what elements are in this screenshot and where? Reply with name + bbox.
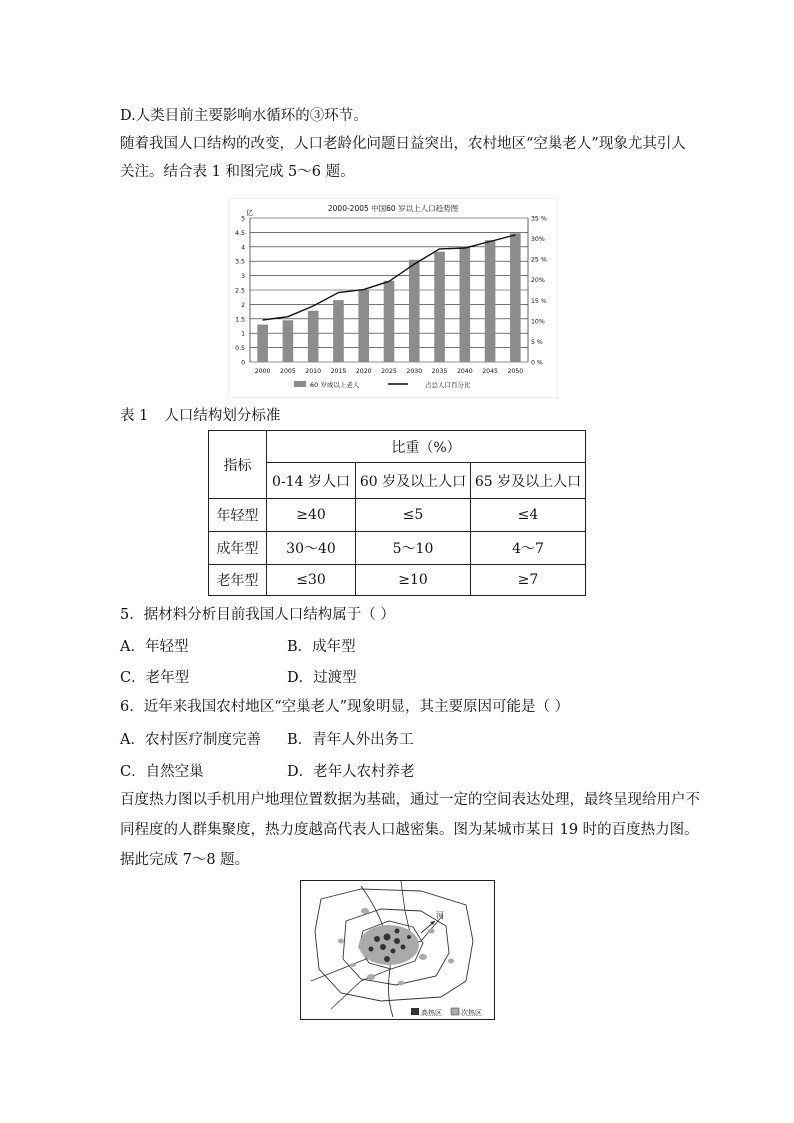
question-5: 5．据材料分析目前我国人口结构属于（ ） [120,607,395,623]
table-caption [120,404,296,425]
y-left-tick-label: 4.5 [235,229,245,237]
q5-option-b: B．成年型 [287,639,356,655]
legend-sub-swatch [451,1008,459,1015]
table-header-index: 指标 [209,431,267,499]
q6-option-d: D．老年人农村养老 [287,764,415,780]
y-left-tick-label: 4 [241,244,245,252]
table-cell: ≤5 [356,499,471,532]
question-6: 6．近年来我国农村地区“空巢老人”现象明显，其主要原因可能是（ ） [120,699,570,715]
legend-bar-swatch [294,381,306,387]
high-heat-zone [391,949,396,954]
heat-map-svg [301,881,494,1019]
chart-title: 2000-2005 中国60 岁以上人口趋势图 [327,204,459,213]
table-row-label: 成年型 [209,532,267,565]
chart-ylabel-left: 亿 [246,209,253,217]
x-tick-label: 2020 [355,368,372,375]
chart-bar [510,233,521,362]
x-tick-label: 2045 [482,368,498,375]
table-header-ratio: 比重（%） [267,431,586,463]
heat-intro-line-3: 据此完成 7～8 题。 [120,852,250,868]
table-row-label: 年轻型 [209,499,267,532]
x-tick-label: 2030 [406,368,423,375]
high-heat-zone [374,936,380,942]
x-tick-label: 2025 [381,368,397,375]
high-heat-zone [394,938,400,944]
sub-heat-zone [398,981,404,986]
table-col-header: 0-14 岁人口 [267,463,356,499]
x-tick-label: 2040 [456,368,473,375]
table-cell: 4～7 [471,532,586,565]
high-heat-zone [384,934,391,941]
y-left-tick-label: 1.5 [235,316,245,324]
chart-bar [434,252,445,362]
table-caption-number: 表 1 [120,408,149,424]
chart-bar [384,281,395,362]
chart-bar [460,246,471,362]
sub-heat-zone [428,929,435,934]
y-left-tick-label: 0 [241,359,245,367]
sub-heat-zone [367,974,375,980]
y-left-tick-label: 2 [241,301,245,309]
y-right-tick-label: 0 % [531,359,543,367]
heat-intro-line-2: 同程度的人群集聚度，热力度越高代表人口越密集。图为某城市某日 19 时的百度热力图。 [120,822,699,838]
road-line [331,969,391,1009]
x-tick-label: 2005 [280,368,296,375]
table-cell: ≥7 [471,565,586,596]
table-row-label: 老年型 [209,565,267,596]
q6-option-a: A．农村医疗制度完善 [120,732,261,748]
legend-bar-label: 60 岁或以上老人 [310,381,360,389]
chart-bar [257,325,268,362]
high-heat-zone [401,945,406,950]
y-right-tick-label: 30% [531,236,545,244]
q6-option-b: B．青年人外出务工 [287,732,414,748]
q5-option-c: C．老年型 [120,670,190,686]
high-heat-zone [407,935,411,939]
table-row [209,532,586,565]
y-left-tick-label: 0.5 [235,345,245,353]
legend-high-label: 高热区 [421,1009,442,1017]
heat-intro-line-1: 百度热力图以手机用户地理位置数据为基础，通过一定的空间表达处理，最终呈现给用户不 [120,792,700,808]
chart-bar [333,300,344,362]
heat-map-figure [300,880,495,1020]
high-heat-zone [395,929,400,934]
table-col-header: 60 岁及以上人口 [356,463,471,499]
table-row [209,565,586,596]
legend-high-swatch [411,1008,419,1015]
y-right-tick-label: 25 % [531,256,547,264]
x-tick-label: 2000 [254,368,271,375]
intro-line-2: 关注。结合表 1 和图完成 5～6 题。 [120,164,355,180]
chart-bar [283,320,294,362]
table-row [209,499,586,532]
high-heat-zone [369,947,374,952]
table-cell: ≤4 [471,499,586,532]
y-left-tick-label: 1 [241,330,245,338]
legend-sub-label: 次热区 [461,1009,482,1017]
high-heat-zone [380,944,386,950]
table-cell: 5～10 [356,532,471,565]
y-left-tick-label: 5 [241,215,245,223]
sub-heat-zone [361,908,369,914]
q6-option-c: C．自然空巢 [120,764,204,780]
chart-bar [485,240,496,362]
table-cell: ≤30 [267,565,356,596]
y-right-tick-label: 20% [531,277,545,285]
sub-heat-zone [338,939,344,944]
table-cell: ≥10 [356,565,471,596]
q5-option-d: D．过渡型 [287,670,357,686]
table-cell: ≥40 [267,499,356,532]
table-col-header: 65 岁及以上人口 [471,463,586,499]
y-right-tick-label: 5 % [531,338,543,346]
x-tick-label: 2015 [330,368,347,375]
y-right-tick-label: 10% [531,318,545,326]
table-caption-title: 人口结构划分标准 [164,408,281,424]
population-trend-chart [228,198,558,398]
q5-option-a: A．年轻型 [120,639,189,655]
high-heat-zone [384,956,390,962]
sub-heat-zone [419,954,427,960]
y-right-tick-label: 35 % [531,215,547,223]
sub-heat-zone [350,963,356,967]
x-tick-label: 2010 [305,368,322,375]
river-label: 河 [436,911,444,920]
y-left-tick-label: 3.5 [235,258,245,266]
chart-bar [409,260,420,362]
chart-bar [358,289,369,362]
y-left-tick-label: 2.5 [235,287,245,295]
table-cell: 30～40 [267,532,356,565]
sub-heat-zone [448,959,454,964]
intro-line-1: 随着我国人口结构的改变，人口老龄化问题日益突出，农村地区“空巢老人”现象尤其引人 [120,136,686,152]
y-left-tick-label: 3 [241,273,245,281]
population-structure-table [208,430,586,596]
x-tick-label: 2050 [507,368,524,375]
legend-line-label: 占总人口百分比 [425,381,471,389]
y-right-tick-label: 15 % [531,297,547,305]
chart-bar [308,311,319,362]
x-tick-label: 2035 [431,368,448,375]
option-d-line: D.人类目前主要影响水循环的③环节。 [120,108,368,124]
